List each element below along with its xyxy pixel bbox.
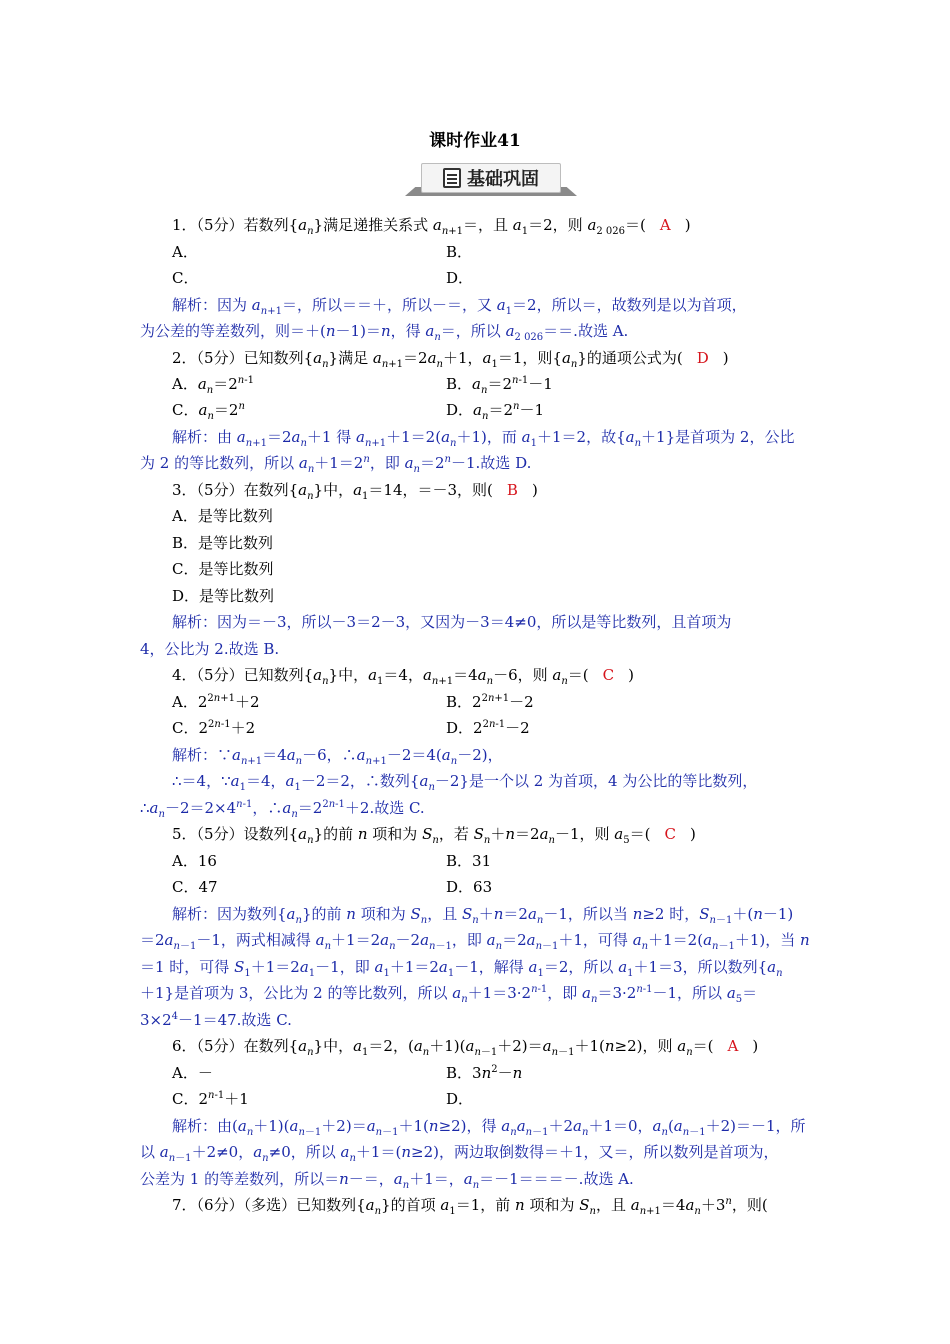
notebook-icon	[443, 168, 461, 188]
question-line: C．$2^{n-1}+1$	[172, 1090, 249, 1108]
question-line: A．－	[172, 1064, 213, 1082]
question-line: C．47	[172, 878, 218, 896]
question-line: 6．（5分）在数列$\{a_n\}$中，$a_1=2$，$(a_n+1)(a_{n-1}+2)=a_{n-1}+1(n\ge 2)$，则 $a_n=$( A )	[172, 1037, 759, 1058]
solution-line: $\therefore a_n-2=2\times 4^{n-1}$，$\therefore a_n=2^{2n-1}+2$.故选 C.	[140, 799, 425, 820]
solution-line: 为公差的等差数列，则＝＋(n－1)＝n，得 $a_n=$，所以 $a_{2 026}==$.故选 A.	[140, 322, 629, 343]
solution-line: 公差为 1 的等差数列，所以＝n－＝，$a_n+1=$，$a_n=-1===-$.故选 A.	[140, 1170, 634, 1191]
question-line: B．	[446, 243, 473, 261]
solution-line: 以 $a_{n-1}+2\ne 0$，$a_n\ne 0$，所以 $a_n+1=(n\ge 2)$，两边取倒数得＝＋1，又＝，所以数列是首项为，	[140, 1143, 779, 1164]
question-line: 1．（5分）若数列$\{a_n\}$满足递推关系式 $a_{n+1}=$，且 $a_1=2$，则 $a_{2 026}=$( A )	[172, 216, 691, 237]
question-line: 7．（6分）（多选）已知数列$\{a_n\}$的首项 $a_1=1$，前 n 项和为 $S_n$，且 $a_{n+1}=4a_n+3^n$，则(	[172, 1196, 768, 1217]
question-line: C．$2^{2n-1}+2$	[172, 719, 256, 737]
question-line: D．是等比数列	[172, 587, 275, 605]
question-line: A．	[172, 243, 198, 261]
solution-line: 解析：因为数列$\{a_n\}$的前 n 项和为 $S_n$，且 $S_n+n=2a_n-1$，所以当 n≥2 时，$S_{n-1}+(n-1)$	[172, 905, 794, 926]
question-line: 4．（5分）已知数列$\{a_n\}$中，$a_1=4$，$a_{n+1}=4a_n-6$，则 $a_n=$( C )	[172, 666, 634, 687]
solution-line: 4，公比为 2.故选 B.	[140, 640, 280, 658]
solution-line: 为 2 的等比数列，所以 $a_n+1=2^n$，即 $a_n=2^n-1$.故选 D.	[140, 454, 532, 475]
question-line: 3．（5分）在数列$\{a_n\}$中，$a_1=14$，＝－3，则( B )	[172, 481, 538, 502]
question-line: 2．（5分）已知数列$\{a_n\}$满足 $a_{n+1}=2a_n+1$，$a_1=1$，则$\{a_n\}$的通项公式为( D )	[172, 349, 729, 370]
question-line: D．$a_n=2^n-1$	[446, 401, 544, 422]
question-line: D．	[446, 269, 474, 287]
solution-line: ∴＝4，$\because a_1=4$，$a_1-2=2$，∴数列$\{a_n-2\}$是一个以 2 为首项，4 为公比的等比数列，	[172, 772, 758, 793]
question-line: B．是等比数列	[172, 534, 274, 552]
question-line: B．$a_n=2^{n-1}-1$	[446, 375, 553, 396]
question-line: D．$2^{2n-1}-2$	[446, 719, 530, 737]
solution-line: $3\times 2^4-1=47$.故选 C.	[140, 1011, 292, 1029]
question-line: A．$a_n=2^{n-1}$	[172, 375, 254, 396]
question-line: A．16	[172, 852, 217, 870]
section-banner	[405, 160, 577, 198]
solution-line: 解析：$\because a_{n+1}=4a_n-6$，$\therefore a_{n+1}-2=4(a_n-2)$，	[172, 746, 503, 767]
solution-line: 解析：因为＝－3，所以－3＝2－3，又因为－3＝4≠0，所以是等比数列，且首项为	[172, 613, 732, 631]
question-line: B．31	[446, 852, 492, 870]
solution-line: 解析：因为 $a_{n+1}=$，所以＝＝＋，所以－＝，又 $a_1=2$，所以＝，故数列是以为首项，	[172, 296, 747, 317]
question-line: C．$a_n=2^n$	[172, 401, 245, 422]
banner-box	[421, 163, 561, 193]
question-line: B．$2^{2n+1}-2$	[446, 693, 534, 711]
solution-line: ＋1}是首项为 3，公比为 2 的等比数列，所以 $a_n+1=3\cdot 2^{n-1}$，即 $a_n=3\cdot 2^{n-1}-1$，所以 $a_5=$	[140, 984, 758, 1005]
question-line: C．	[172, 269, 199, 287]
question-line: 5．（5分）设数列$\{a_n\}$的前 n 项和为 $S_n$，若 $S_n+n=2a_n-1$，则 $a_5=$( C )	[172, 825, 696, 846]
question-line: D．63	[446, 878, 493, 896]
question-line: D．	[446, 1090, 474, 1108]
solution-line: 解析：由 $a_{n+1}=2a_n+1$ 得 $a_{n+1}+1=2(a_n+1)$，而 $a_1+1=2$，故$\{a_n+1\}$是首项为 2，公比	[172, 428, 795, 449]
solution-line: ＝1 时，可得 $S_1+1=2a_1-1$，即 $a_1+1=2a_1-1$，解得 $a_1=2$，所以 $a_1+1=3$，所以数列{$a_n$	[140, 958, 783, 979]
solution-line: $=2a_{n-1}-1$，两式相减得 $a_n+1=2a_n-2a_{n-1}$，即 $a_n=2a_{n-1}+1$，可得 $a_n+1=2(a_{n-1}+1)$，当 n	[140, 931, 810, 952]
banner-label: 基础巩固	[467, 169, 539, 190]
question-line: A．$2^{2n+1}+2$	[172, 693, 260, 711]
solution-line: 解析：由$(a_n+1)(a_{n-1}+2)=a_{n-1}+1(n\ge 2)$，得 $a_na_{n-1}+2a_n+1=0$，$a_n(a_{n-1}+2)=-1$，所	[172, 1117, 806, 1138]
question-line: C．是等比数列	[172, 560, 274, 578]
page-title: 课时作业41	[429, 131, 521, 151]
question-line: B．$3n^2-n$	[446, 1064, 523, 1082]
question-line: A．是等比数列	[172, 507, 273, 525]
